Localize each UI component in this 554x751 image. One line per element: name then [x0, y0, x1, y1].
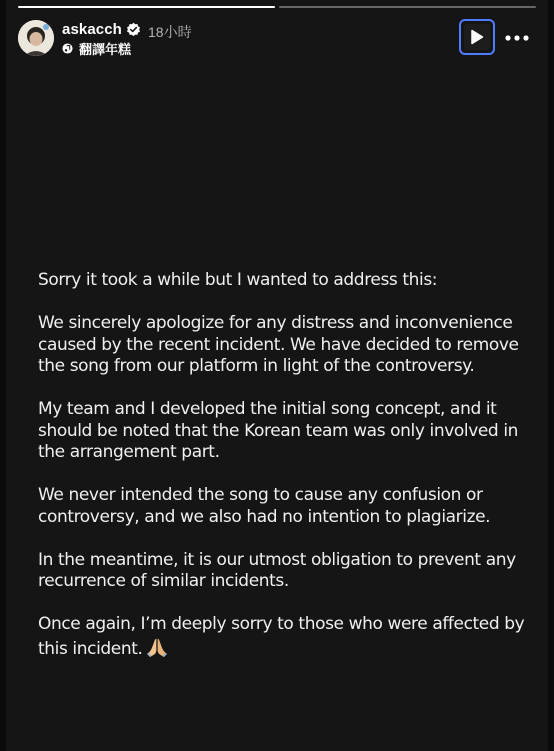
- username[interactable]: askacch: [62, 21, 122, 38]
- more-options-button[interactable]: [502, 26, 532, 50]
- right-edge: [548, 0, 554, 751]
- story-header: [18, 18, 536, 60]
- paragraph-3: My team and I developed the initial song concept, and it should be noted that the Korean team was only involved in the arrangement part.: [38, 399, 519, 462]
- music-note-icon: [62, 43, 73, 54]
- left-edge: [0, 0, 6, 751]
- play-button[interactable]: [459, 19, 495, 55]
- paragraph-4: We never intended the song to cause any confusion or controversy, and we also had no intention to plagiarize.: [38, 485, 491, 527]
- play-button-inner: [464, 24, 490, 50]
- music-sticker[interactable]: [62, 40, 131, 56]
- more-options-icon: [505, 35, 529, 41]
- verified-badge-icon: [126, 22, 141, 37]
- post-time: 18小時: [148, 24, 192, 40]
- folded-hands-emoji: [146, 636, 168, 658]
- paragraph-2: We sincerely apologize for any distress and inconvenience caused by the recent incident. We have decided to remove the song from our platform in light of the controversy.: [38, 313, 519, 376]
- music-title: 翻譯年糕: [79, 41, 132, 57]
- avatar[interactable]: [18, 20, 54, 56]
- progress-segment-1: [18, 6, 275, 8]
- progress-segment-2: [279, 6, 536, 8]
- paragraph-5: In the meantime, it is our utmost obligation to prevent any recurrence of similar incidents.: [38, 549, 516, 591]
- story-text: [38, 270, 533, 682]
- play-icon: [470, 29, 484, 45]
- paragraph-6-text: Once again, I’m deeply sorry to those who were affected by this incident.: [38, 614, 525, 659]
- story-progress-bar: [18, 6, 536, 8]
- paragraph-6: [38, 614, 533, 660]
- paragraph-1: Sorry it took a while but I wanted to address this:: [38, 270, 438, 290]
